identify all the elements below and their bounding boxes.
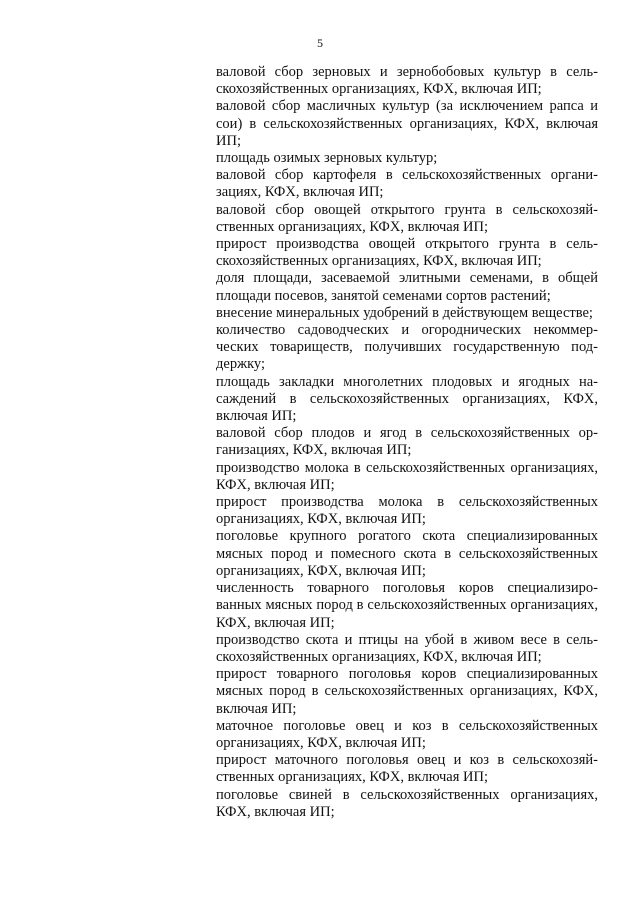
list-item: производство молока в сельскохозяйственных организациях, КФХ, включая ИП; <box>216 459 598 493</box>
list-item: количество садоводческих и огороднических некоммерческих товариществ, получивших государственную поддержку; <box>216 322 598 373</box>
indicator-list <box>216 64 598 821</box>
list-item: производство скота и птицы на убой в живом весе в сельскохозяйственных организациях, КФХ, включая ИП; <box>216 631 598 665</box>
list-item: валовой сбор плодов и ягод в сельскохозяйственных организациях, КФХ, включая ИП; <box>216 425 598 459</box>
list-item: доля площади, засеваемой элитными семенами, в общей площади посевов, занятой семенами сортов растений; <box>216 270 598 304</box>
list-item: валовой сбор овощей открытого грунта в сельскохозяйственных организациях, КФХ, включая ИП; <box>216 201 598 235</box>
list-item: поголовье крупного рогатого скота специализированных мясных пород и помесного скота в сельскохозяйственных организациях, КФХ, включая ИП; <box>216 528 598 579</box>
list-item: прирост маточного поголовья овец и коз в сельскохозяйственных организациях, КФХ, включая ИП; <box>216 752 598 786</box>
list-item: прирост производства овощей открытого грунта в сельскохозяйственных организациях, КФХ, включая ИП; <box>216 236 598 270</box>
list-item: прирост производства молока в сельскохозяйственных организациях, КФХ, включая ИП; <box>216 494 598 528</box>
list-item: площадь озимых зерновых культур; <box>216 150 438 167</box>
list-item: валовой сбор картофеля в сельскохозяйственных организациях, КФХ, включая ИП; <box>216 167 598 201</box>
list-item: внесение минеральных удобрений в действующем веществе; <box>216 304 593 321</box>
list-item: валовой сбор масличных культур (за исключением рапса и сои) в сельскохозяйственных организациях, КФХ, включая ИП; <box>216 98 598 149</box>
page-number: 5 <box>317 36 323 50</box>
list-item: поголовье свиней в сельскохозяйственных организациях, КФХ, включая ИП; <box>216 786 598 820</box>
list-item: маточное поголовье овец и коз в сельскохозяйственных организациях, КФХ, включая ИП; <box>216 717 598 751</box>
list-item: валовой сбор зерновых и зернобобовых культур в сельскохозяйственных организациях, КФХ, включая ИП; <box>216 64 598 98</box>
list-item: прирост товарного поголовья коров специализированных мясных пород в сельскохозяйственных организациях, КФХ, включая ИП; <box>216 666 598 717</box>
list-item: численность товарного поголовья коров специализированных мясных пород в сельскохозяйственных организациях, КФХ, включая ИП; <box>216 580 598 631</box>
list-item: площадь закладки многолетних плодовых и ягодных насаждений в сельскохозяйственных организациях, КФХ, включая ИП; <box>216 373 598 425</box>
